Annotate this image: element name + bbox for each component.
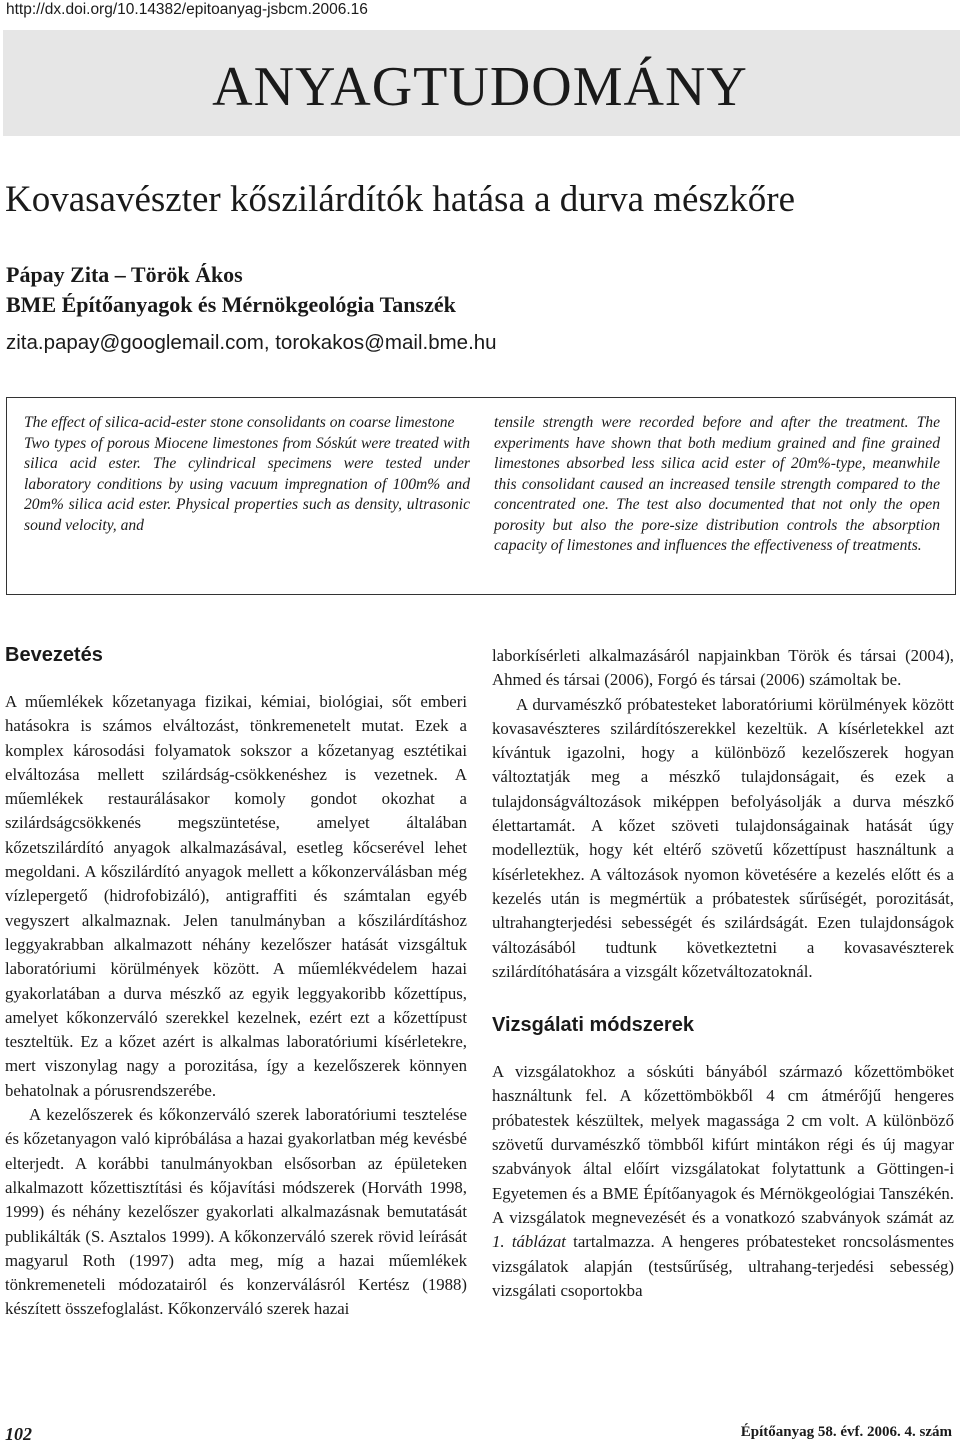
article-title: Kovasavészter kőszilárdítók hatása a durva mészkőre: [5, 179, 796, 220]
authors: Pápay Zita – Török Ákos: [6, 262, 243, 287]
journal-footer: Építőanyag 58. évf. 2006. 4. szám: [740, 1424, 952, 1440]
section-title: ANYAGTUDOMÁNY: [212, 56, 748, 118]
page-number: 102: [5, 1424, 32, 1444]
doi-link[interactable]: http://dx.doi.org/10.14382/epitoanyag-jsbcm.2006.16: [6, 1, 368, 18]
paragraph: [492, 1060, 954, 1303]
paragraph-text: tartalmazza. A hengeres próbatesteket roncsolásmentes vizsgálatok alapján (testsűrűség, ultrahang-terjedési sebesség) vizsgálati csoportokba: [492, 1232, 954, 1300]
table-reference: 1. táblázat: [492, 1232, 566, 1252]
abstract-text-right: tensile strength were recorded before and after the treatment. The experiments have shown that both medium grained and fine grained limestones absorbed less silica acid ester of 20m%-type, meanwhile this consolidant caused an increased tensile strength compared to the concentrated one. The test also documented that not only the open porosity but also the pore-size distribution controls the absorption capacity of limestones and influences the effectiveness of treatments.: [494, 414, 940, 554]
paragraph-text: A vizsgálatokhoz a sóskúti bányából származó kőzettömböket használtunk fel. A kőzettömbökből 4 cm átmérőjű hengeres próbatestek készültek, melyek magassága 2 cm volt. A különböző szövetű durvamészkő tömbből kifúrt mintákon régi és új magyar szabványok által előírt vizsgálatokat folytattunk a Göttingen-i Egyetemen és a BME Építőanyagok és Mérnökgeológiai Tanszékén. A vizsgálatok megnevezését és a vonatkozó szabványok számát az: [492, 1062, 954, 1227]
paragraph: A kezelőszerek és kőkonzerváló szerek laboratóriumi tesztelése és kőzetanyagon való kipróbálása a hazai gyakorlatban még kevésbé elterjedt. A korábbi tanulmányokban elsősorban az épületeken alkalmazott kőzettisztítási és kőjavítási módszerek (Horváth 1998, 1999) és néhány kezelőszer gyakorlati alkalmazásnak bemutatását publikálták (S. Asztalos 1999). A kőkonzerváló szerek rövid leírását magyarul Roth (1997) adta meg, míg a hazai műemlékek tönkremeneteli módozatairól és konzerválásról Kertész (1988) készített összefoglalást. Kőkonzerváló szerek hazai: [5, 1105, 467, 1319]
abstract-left-column: [24, 413, 470, 536]
body-left-column: [5, 642, 467, 1322]
affiliation: BME Építőanyagok és Mérnökgeológia Tanszék: [6, 292, 456, 317]
author-block: [6, 260, 456, 320]
author-emails: zita.papay@googlemail.com, torokakos@mail.bme.hu: [6, 331, 497, 354]
abstract-text-left: Two types of porous Miocene limestones from Sóskút were treated with silica acid ester. The cylindrical specimens were tested under laboratory conditions by using vacuum impregnation of 100m% and 20m% silica acid ester. Physical properties such as density, ultrasonic sound velocity, and: [24, 434, 470, 534]
paragraph: A műemlékek kőzetanyaga fizikai, kémiai, biológiai, sőt emberi hatásokra is számos elváltozást, tönkremenetelt mutat. Ezek a komplex károsodási folyamatok sokszor a kőzetanyag esztétikai elváltozása mellett szilárdság-csökkenéshez is vezetnek. A műemlékek restaurálásakor komoly gondot okozhat a szilárdságcsökkenés megszüntetése, amelyet általában kőzetszilárdító anyagok alkalmazásával, esetleg kőcserével lehet megoldani. A kőszilárdító anyagok mellett a kőkonzerválásban még vízlepergető (hidrofobizáló), antigraffiti és számtalan egyéb vegyszert alkalmaznak. Jelen tanulmányban a kőszilárdításhoz leggyakrabban alkalmazott néhány kezelőszer hatását vizsgáltuk laboratóriumi körülmények között. A műemlékvédelem hazai gyakorlatában a durva mészkő az egyik leggyakoribb kőzettípus, amelyet kőkonzerváló szerekkel kezelnek, ezért ezt a kőzettípust teszteltük. Ez a kőzet azért is alkalmas laboratóriumi kísérletekre, mert viszonylag nagy a porozitása, így a kezelőszerek könnyen behatolnak a pórusrendszerébe.: [5, 692, 467, 1100]
abstract-right-column: [494, 413, 940, 557]
section-heading-intro: Bevezetés: [5, 644, 103, 666]
body-right-column: [492, 644, 954, 1303]
paragraph: A durvamészkő próbatesteket laboratóriumi körülmények között kovasavészteres szilárdítószerekkel kezeltük. A kísérletekkel azt kívántuk igazolni, hogy a különböző kezelőszerek hogyan változtatják meg a mészkő tulajdonságait, és ezek a tulajdonságváltozások miképpen befolyásolják a durva mészkő élettartamát. A kőzet szöveti tulajdonságainak hatását úgy modelleztük, hogy két eltérő szövetű kőzettípust használtunk a kísérletekhez. A változások nyomon követésére a kezelés előtt és a kezelés után is megmértük a próbatestek sűrűségét, porozitását, ultrahangterjedési sebességét és szilárdságát. Ezen tulajdonságok változásából tudtunk következtetni a kovasavészterek szilárdítóhatására a vizsgált kőzetváltozatoknál.: [492, 694, 954, 981]
abstract-heading: The effect of silica-acid-ester stone consolidants on coarse limestone: [24, 414, 455, 431]
paragraph: laborkísérleti alkalmazásáról napjainkban Török és társai (2004), Ahmed és társai (2006), Forgó és társai (2006) számoltak be.: [492, 646, 954, 690]
section-heading-methods: Vizsgálati módszerek: [492, 1014, 694, 1037]
